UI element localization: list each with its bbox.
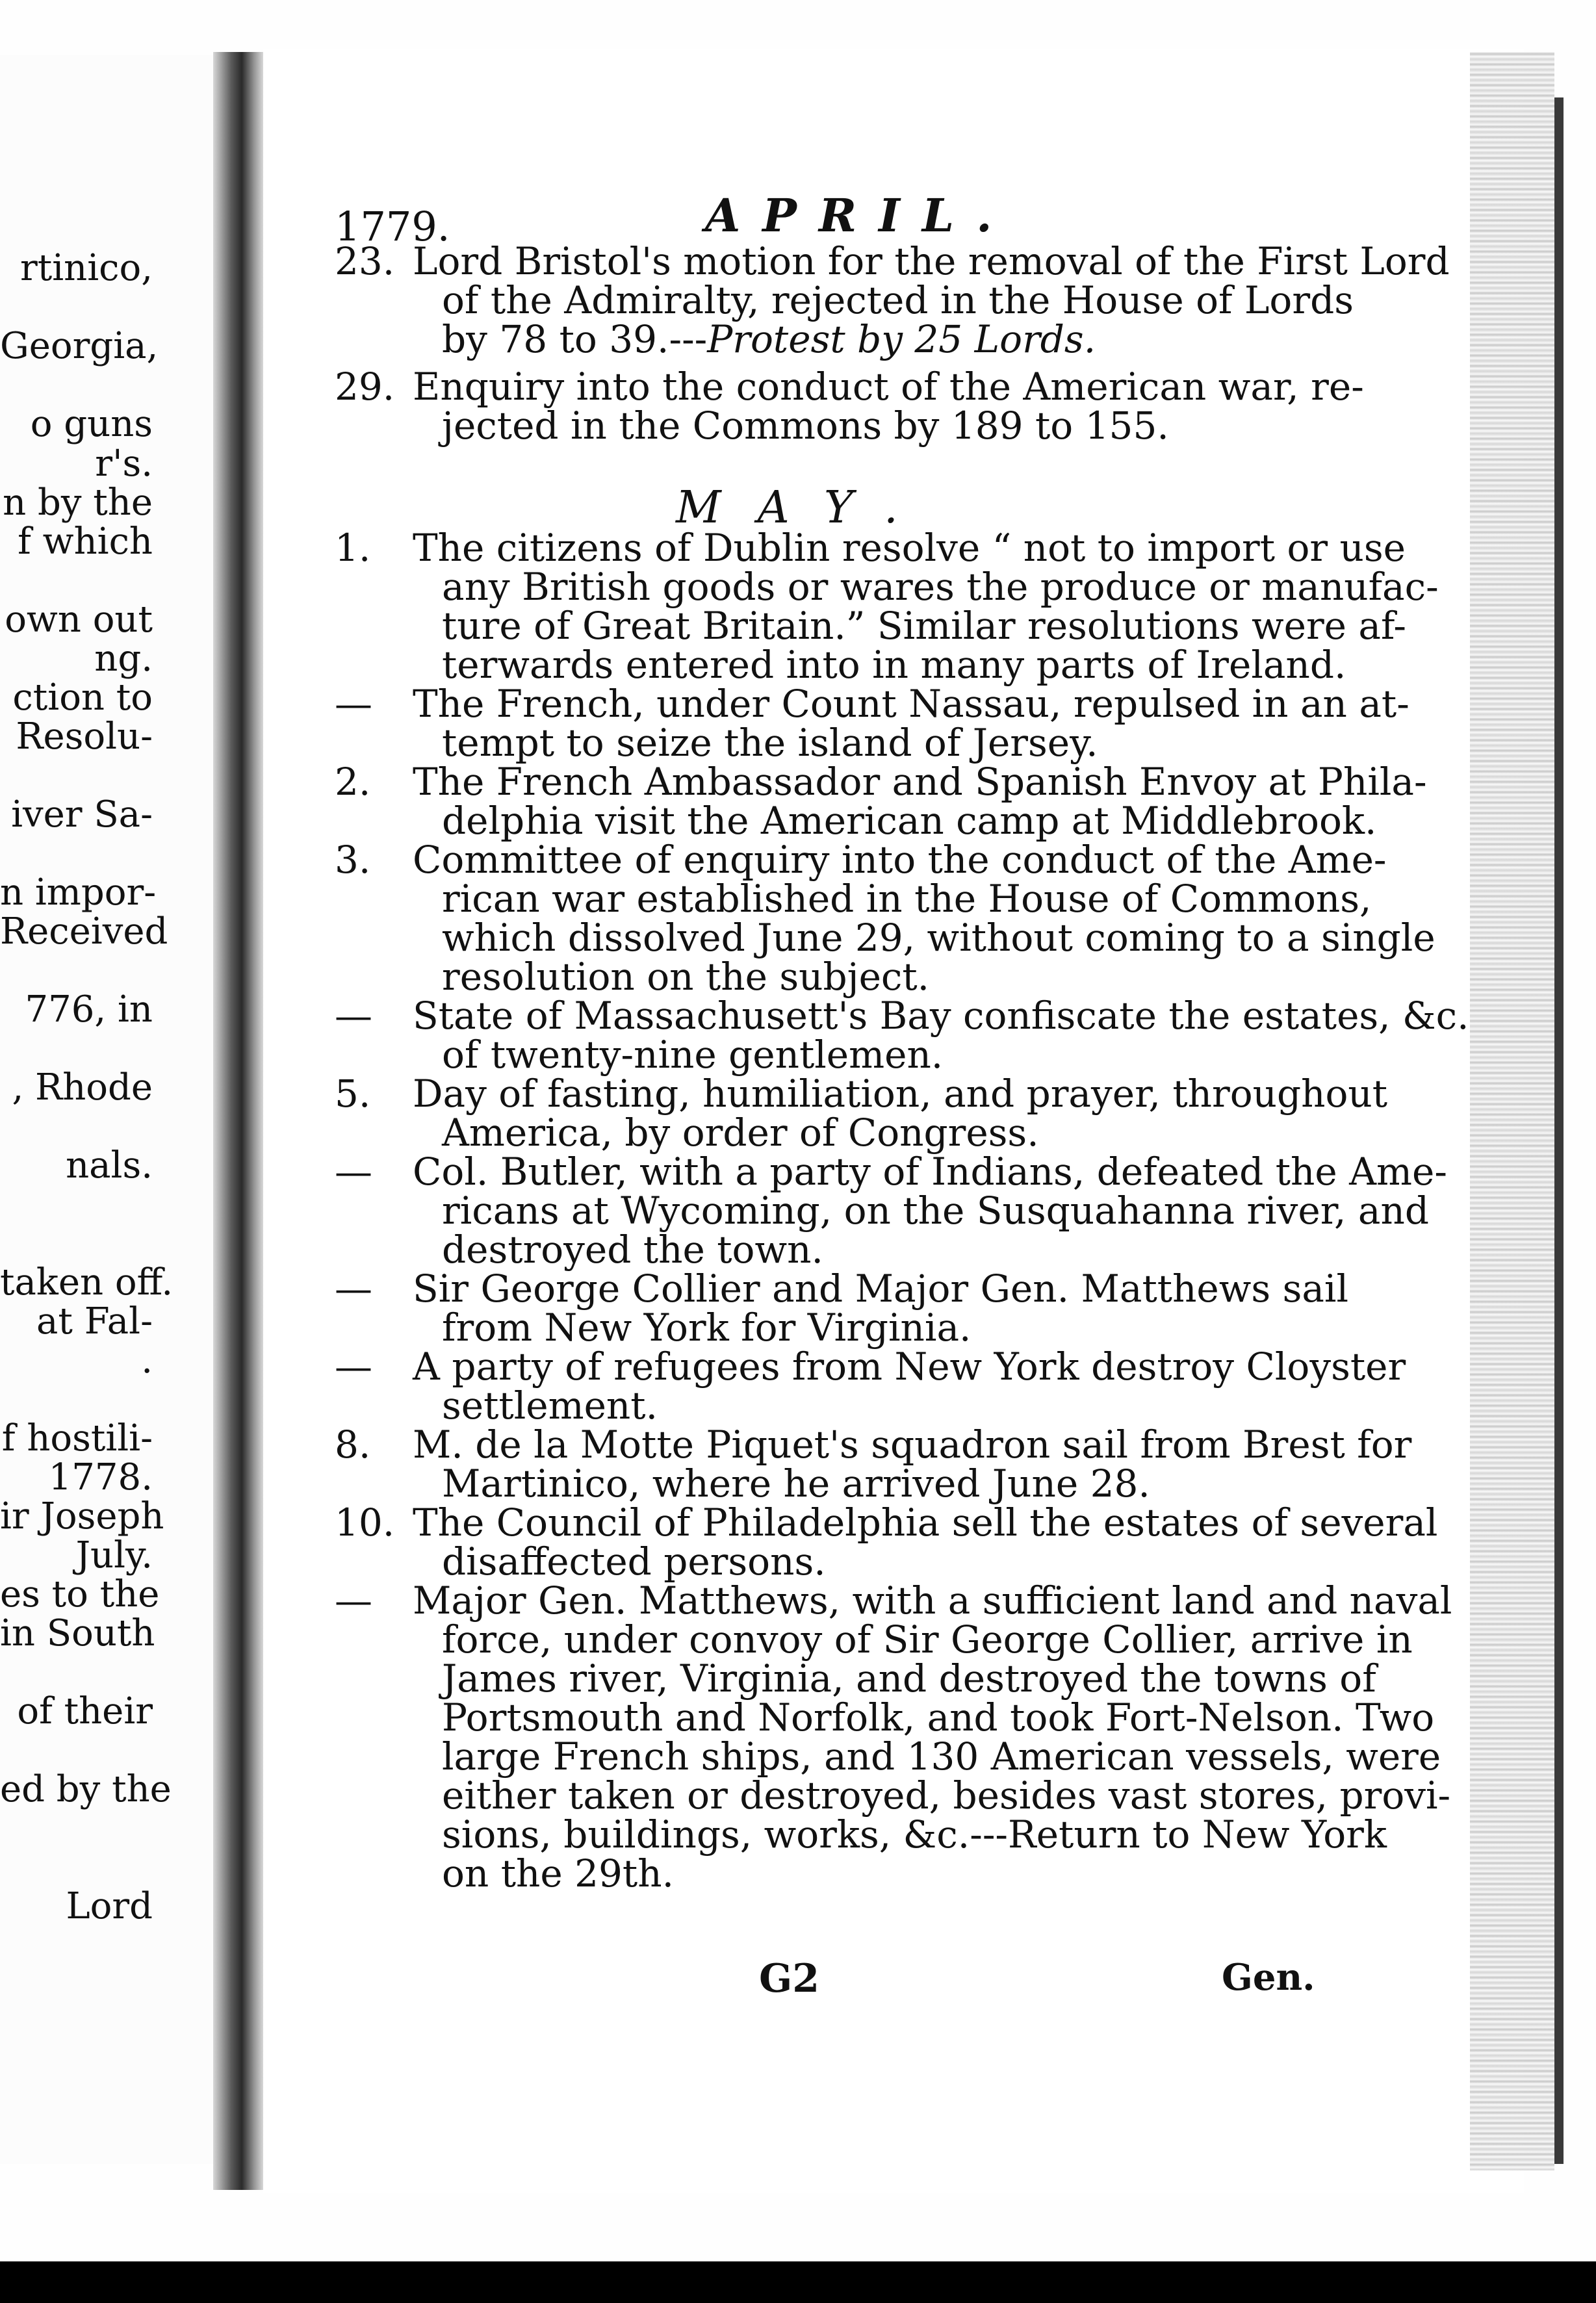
left-page-line: Received xyxy=(0,910,168,953)
left-page-line: , Rhode xyxy=(12,1066,153,1109)
entry-line: America, by order of Congress. xyxy=(442,1111,1039,1155)
entry-text xyxy=(413,239,1450,361)
entry-date: 3. xyxy=(335,838,371,882)
entry-line: by 78 to 39.---Protest by 25 Lords. xyxy=(442,317,1096,361)
entry-text xyxy=(413,1578,1452,1896)
entry-line: disaffected persons. xyxy=(442,1539,826,1584)
entry-text xyxy=(413,1150,1447,1272)
left-page-line: f hostili- xyxy=(1,1417,153,1460)
left-page-line: of their xyxy=(17,1690,153,1732)
left-page-line: ed by the xyxy=(0,1768,172,1810)
entry-text xyxy=(413,994,1469,1077)
section-heading-may: MAY. xyxy=(676,482,934,534)
entry-line: destroyed the town. xyxy=(442,1228,823,1272)
entry-date: — xyxy=(335,1578,372,1623)
entry-line: Lord Bristol's motion for the removal of the First Lord xyxy=(413,239,1450,283)
entry-date: — xyxy=(335,1344,372,1389)
entry-line: either taken or destroyed, besides vast stores, provi- xyxy=(442,1773,1451,1818)
left-page-line: rtinico, xyxy=(19,247,153,289)
left-page-line: iver Sa- xyxy=(11,793,153,836)
entry-text xyxy=(413,1267,1349,1350)
left-page-line: ction to xyxy=(12,676,153,719)
entry-line: any British goods or wares the produce or manufac- xyxy=(442,565,1439,609)
left-page-line: o guns xyxy=(30,403,153,445)
entry-line: The French Ambassador and Spanish Envoy at Phila- xyxy=(413,760,1427,804)
catchword: Gen. xyxy=(1222,1956,1315,1999)
entry-date: — xyxy=(335,994,372,1038)
entry-line: ricans at Wycoming, on the Susquahanna river, and xyxy=(442,1189,1429,1233)
left-page-line: r's. xyxy=(95,443,153,485)
entry-date: — xyxy=(335,682,372,726)
entry-text xyxy=(413,682,1409,765)
entry-line: A party of refugees from New York destroy Cloyster xyxy=(413,1344,1406,1389)
left-page-line: July. xyxy=(75,1534,153,1576)
entry-text xyxy=(413,1500,1438,1584)
entry-line: Committee of enquiry into the conduct of the Ame- xyxy=(413,838,1387,882)
entry-line: ture of Great Britain.” Similar resolutions were af- xyxy=(442,604,1407,648)
left-page-line: in South xyxy=(0,1612,155,1654)
left-page-line: own out xyxy=(5,598,153,641)
entry-line: of twenty-nine gentlemen. xyxy=(442,1033,944,1077)
entry-line: settlement. xyxy=(442,1383,658,1428)
entry-line: jected in the Commons by 189 to 155. xyxy=(442,404,1169,448)
book-gutter xyxy=(213,52,265,2190)
entry-date: 1. xyxy=(335,526,371,570)
entry-line: of the Admiralty, rejected in the House of Lords xyxy=(442,278,1354,322)
left-page-line: Resolu- xyxy=(16,715,153,758)
entry-line: The Council of Philadelphia sell the estates of several xyxy=(413,1500,1438,1545)
left-page-line: n impor- xyxy=(0,871,157,914)
scan-border xyxy=(0,2261,1596,2303)
entry-line: Day of fasting, humiliation, and prayer, throughout xyxy=(413,1072,1388,1116)
left-page-line: n by the xyxy=(3,482,153,524)
entry-line: Col. Butler, with a party of Indians, defeated the Ame- xyxy=(413,1150,1447,1194)
entry-date: 2. xyxy=(335,760,371,804)
entry-text xyxy=(413,1422,1412,1506)
entry-text xyxy=(413,760,1427,843)
entry-line: resolution on the subject. xyxy=(442,955,930,999)
page-edges xyxy=(1470,52,1554,2170)
left-page-line: es to the xyxy=(0,1573,160,1615)
entry-line: The citizens of Dublin resolve “ not to import or use xyxy=(413,526,1406,570)
entry-line: James river, Virginia, and destroyed the towns of xyxy=(442,1656,1376,1701)
entry-date: 8. xyxy=(335,1422,371,1467)
entry-date: — xyxy=(335,1267,372,1311)
entry-text xyxy=(413,526,1439,687)
entry-date: — xyxy=(335,1150,372,1194)
left-page-line: taken off. xyxy=(0,1261,174,1304)
entry-date: 29. xyxy=(335,365,395,409)
left-page-line: at Fal- xyxy=(36,1300,153,1343)
left-page-text xyxy=(0,0,214,2303)
entry-line: on the 29th. xyxy=(442,1851,675,1896)
page-heading-month: APRIL. xyxy=(705,188,1014,242)
entry-line: State of Massachusett's Bay confiscate the estates, &c. xyxy=(413,994,1469,1038)
entry-line: force, under convoy of Sir George Collier, arrive in xyxy=(442,1617,1413,1662)
entry-line: Martinico, where he arrived June 28. xyxy=(442,1461,1150,1506)
entry-date: 10. xyxy=(335,1500,395,1545)
entry-date: 5. xyxy=(335,1072,371,1116)
entry-line: Portsmouth and Norfolk, and took Fort-Nelson. Two xyxy=(442,1695,1435,1740)
entry-text xyxy=(413,1072,1388,1155)
left-page-line: ir Joseph xyxy=(0,1495,164,1537)
left-page-line: 1778. xyxy=(48,1456,153,1499)
protest-note: Protest by 25 Lords. xyxy=(707,317,1096,361)
entry-text xyxy=(413,1344,1406,1428)
left-page-line: . xyxy=(141,1339,153,1382)
entry-line: large French ships, and 130 American vessels, were xyxy=(442,1734,1441,1779)
left-page-line: f which xyxy=(18,521,153,563)
entry-line: Enquiry into the conduct of the American war, re- xyxy=(413,365,1364,409)
left-page-line: ng. xyxy=(94,637,153,680)
entry-line: sions, buildings, works, &c.---Return to New York xyxy=(442,1812,1387,1857)
left-page-line: nals. xyxy=(66,1144,153,1187)
entry-line: tempt to seize the island of Jersey. xyxy=(442,721,1098,765)
entry-line: terwards entered into in many parts of Ireland. xyxy=(442,643,1346,687)
entry-line: Sir George Collier and Major Gen. Matthews sail xyxy=(413,1267,1349,1311)
entry-line: The French, under Count Nassau, repulsed in an at- xyxy=(413,682,1409,726)
entry-line: M. de la Motte Piquet's squadron sail from Brest for xyxy=(413,1422,1412,1467)
entry-line: from New York for Virginia. xyxy=(442,1306,972,1350)
page-edge-shadow xyxy=(1554,97,1564,2164)
entry-date: 23. xyxy=(335,239,395,283)
entry-text xyxy=(413,365,1364,448)
entry-line: which dissolved June 29, without coming to a single xyxy=(442,916,1435,960)
entry-line: rican war established in the House of Commons, xyxy=(442,877,1372,921)
page-year: 1779. xyxy=(335,203,450,250)
entry-line: delphia visit the American camp at Middlebrook. xyxy=(442,799,1377,843)
entry-line: Major Gen. Matthews, with a sufficient land and naval xyxy=(413,1578,1452,1623)
left-page-line: 776, in xyxy=(25,988,153,1031)
left-page-line: Lord xyxy=(66,1885,153,1927)
signature-mark: G2 xyxy=(759,1956,819,2001)
entry-text xyxy=(413,838,1435,999)
left-page-line: Georgia, xyxy=(0,325,159,367)
